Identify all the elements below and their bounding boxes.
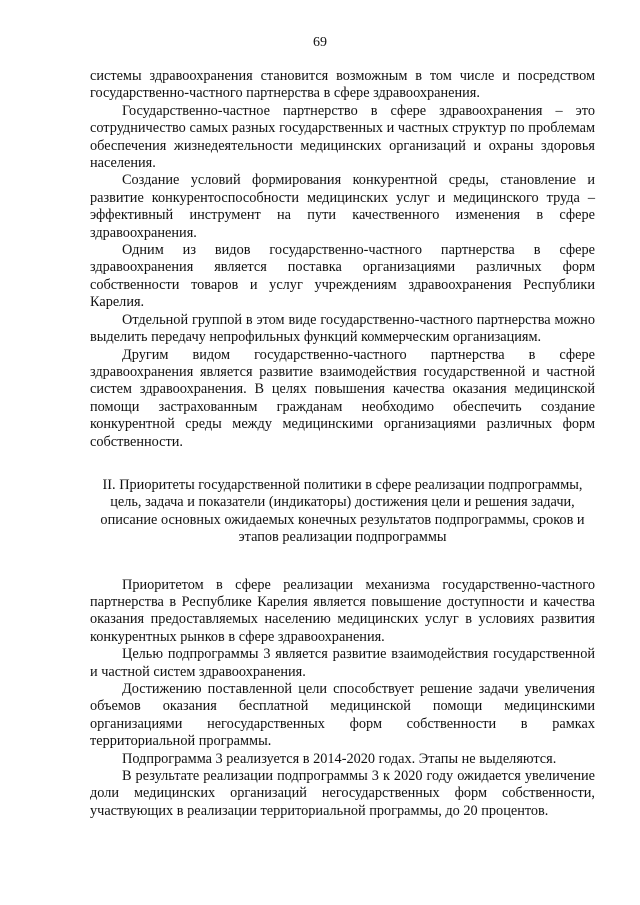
paragraph: Целью подпрограммы 3 является развитие взаимодействия государственной и частной систем здравоохранения.	[90, 646, 595, 680]
paragraph: Создание условий формирования конкурентной среды, становление и развитие конкурентоспособности медицинских услуг и медицинского труда – эффективный инструмент на пути качественного изменения в сфере здравоохранения.	[90, 172, 595, 241]
paragraph: Государственно-частное партнерство в сфере здравоохранения – это сотрудничество самых разных государственных и частных структур по проблемам обеспечения жизнедеятельности медицинских организаций и охраны здоровья населения.	[90, 102, 595, 172]
paragraph: Подпрограмма 3 реализуется в 2014-2020 годах. Этапы не выделяются.	[122, 750, 557, 767]
paragraph: Другим видом государственно-частного партнерства в сфере здравоохранения является развитие взаимодействия государственной и частной систем здравоохранения. В целях повышения качества оказания медицинской помощи застрахованным гражданам необходимо обеспечить создание конкурентной среды между медицинскими организациями различных форм собственности.	[90, 346, 595, 450]
page-number: 69	[313, 35, 327, 50]
paragraph: Отдельной группой в этом виде государственно-частного партнерства можно выделить передачу непрофильных функций коммерческим организациям.	[90, 311, 595, 346]
paragraph: Приоритетом в сфере реализации механизма государственно-частного партнерства в Республике Карелия является повышение доступности и качества оказания предоставляемых населению медицинских услуг в условиях развития конкурентных рынков в сфере здравоохранения.	[90, 576, 595, 645]
paragraph: Одним из видов государственно-частного партнерства в сфере здравоохранения является поставка организациями различных форм собственности товаров и услуг учреждениям здравоохранения Республики Карелия.	[90, 242, 595, 311]
paragraph: системы здравоохранения становится возможным в том числе и посредством государственно-частного партнерства в сфере здравоохранения.	[90, 68, 595, 102]
paragraph: Достижению поставленной цели способствует решение задачи увеличения объемов оказания бесплатной медицинской помощи медицинскими организациями негосударственных форм собственности в рамках территориальной программы.	[90, 681, 595, 750]
paragraph: В результате реализации подпрограммы 3 к 2020 году ожидается увеличение доли медицинских организаций негосударственных форм собственности, участвующих в реализации территориальной программы, до 20 процентов.	[90, 768, 595, 819]
document-body	[90, 68, 595, 820]
section-heading: II. Приоритеты государственной политики в сфере реализации подпрограммы, цель, задача и показатели (индикаторы) достижения цели и решения задачи, описание основных ожидаемых конечных результатов подпрограммы, сроков и этапов реализации подпрограммы	[100, 476, 585, 546]
